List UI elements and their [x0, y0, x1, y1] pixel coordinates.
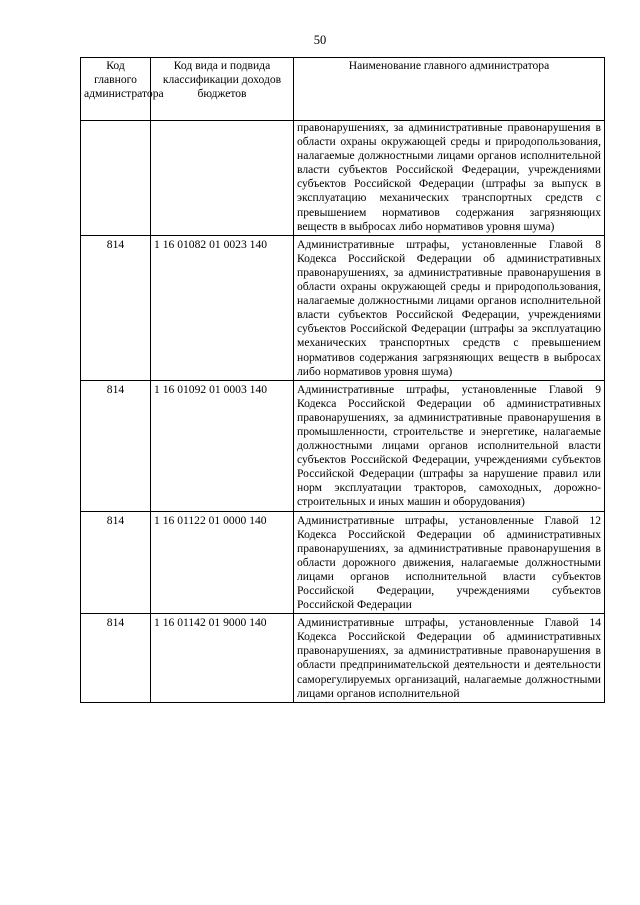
revenue-code-cell: 1 16 01142 01 9000 140 — [151, 614, 294, 703]
admin-name-cell: Административные штрафы, установленные Главой 14 Кодекса Российской Федерации об административных правонарушениях, за административные правонарушения в области предпринимательской деятельности и деятельности саморегулируемых организаций, налагаемые должностными лицами органов исполнительной — [294, 614, 605, 703]
header-admin-code: Код главного администратора — [81, 58, 151, 121]
header-admin-name: Наименование главного администратора — [294, 58, 605, 121]
header-revenue-code: Код вида и подвида классификации доходов бюджетов — [151, 58, 294, 121]
revenue-code-cell: 1 16 01092 01 0003 140 — [151, 380, 294, 511]
admin-name-cell: Административные штрафы, установленные Главой 9 Кодекса Российской Федерации об административных правонарушениях, за административные правонарушения в промышленности, строительстве и энергетике, налагаемые должностными лицами органов исполнительной власти субъектов Российской Федерации, учреждениями субъектов Российской Федерации (штрафы за нарушение правил или норм эксплуатации тракторов, самоходных, дорожно-строительных и иных машин и оборудования) — [294, 380, 605, 511]
admin-name-cell: Административные штрафы, установленные Главой 12 Кодекса Российской Федерации об административных правонарушениях, за административные правонарушения в области дорожного движения, налагаемые должностными лицами органов исполнительной власти субъектов Российской Федерации, учреждениями субъектов Российской Федерации — [294, 511, 605, 614]
admin-code-cell — [81, 121, 151, 236]
admin-code-cell: 814 — [81, 614, 151, 703]
revenue-administrators-table — [80, 57, 605, 703]
table-row — [81, 511, 605, 614]
page-number: 50 — [313, 33, 327, 47]
revenue-code-cell — [151, 121, 294, 236]
table-row — [81, 380, 605, 511]
admin-code-cell: 814 — [81, 511, 151, 614]
table-row — [81, 235, 605, 380]
admin-code-cell: 814 — [81, 235, 151, 380]
revenue-code-cell: 1 16 01082 01 0023 140 — [151, 235, 294, 380]
admin-name-cell: правонарушениях, за административные правонарушения в области охраны окружающей среды и природопользования, налагаемые должностными лицами органов исполнительной власти субъектов Российской Федерации, учреждениями субъектов Российской Федерации (штрафы за выпуск в эксплуатацию механических транспортных средств с превышением нормативов содержания загрязняющих веществ в выбросах либо нормативов уровня шума) — [294, 121, 605, 236]
admin-name-cell: Административные штрафы, установленные Главой 8 Кодекса Российской Федерации об административных правонарушениях, за административные правонарушения в области охраны окружающей среды и природопользования, налагаемые должностными лицами органов исполнительной власти субъектов Российской Федерации, учреждениями субъектов Российской Федерации (штрафы за эксплуатацию механических транспортных средств с превышением нормативов содержания загрязняющих веществ в выбросах либо нормативов уровня шума) — [294, 235, 605, 380]
admin-code-cell: 814 — [81, 380, 151, 511]
table-header-row — [81, 58, 605, 121]
revenue-code-cell: 1 16 01122 01 0000 140 — [151, 511, 294, 614]
table-row — [81, 121, 605, 236]
table-row — [81, 614, 605, 703]
